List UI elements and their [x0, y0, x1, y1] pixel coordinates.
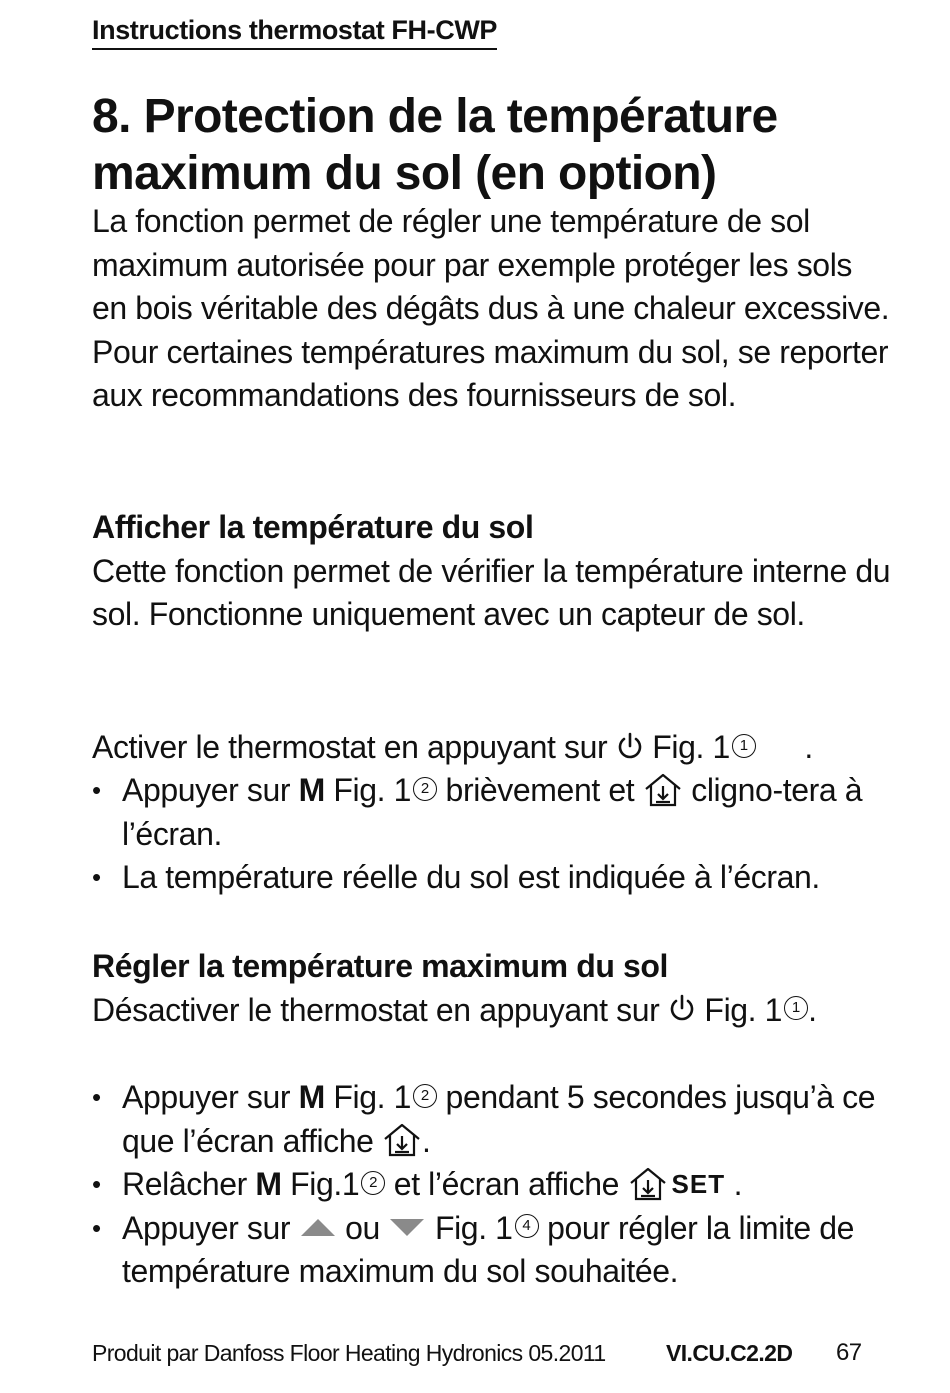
page-number: 67	[836, 1339, 862, 1366]
list-item: • Appuyer sur M Fig. 1 2 brièvement et cligno-tera à l’écran.	[92, 769, 892, 856]
document-code: VI.CU.C2.2D	[666, 1340, 793, 1366]
period: .	[804, 729, 813, 765]
activate-instruction	[92, 726, 892, 770]
producer-text: Produit par Danfoss Floor Heating Hydronics 05.2011	[92, 1340, 606, 1366]
section-heading: Régler la température maximum du sol	[92, 948, 669, 984]
marker-1: 1	[784, 996, 808, 1020]
set-display-text: SET	[671, 1169, 726, 1199]
show-steps-list	[92, 769, 892, 900]
power-icon	[616, 732, 644, 762]
document-header: Instructions thermostat FH-CWP	[92, 12, 497, 50]
fig-ref: Fig. 1	[652, 729, 730, 765]
floor-sensor-icon	[643, 772, 683, 808]
list-item: • La température réelle du sol est indiquée à l’écran.	[92, 856, 892, 900]
list-item: • Relâcher M Fig.1 2 et l’écran affiche $^{SET}$ .	[92, 1163, 892, 1207]
chapter-title: 8. Protection de la température maximum du sol (en option)	[92, 90, 778, 200]
m-key: M	[298, 1079, 325, 1115]
marker-2: 2	[361, 1171, 385, 1195]
up-arrow-icon	[299, 1216, 337, 1238]
activate-text: Activer le thermostat en appuyant sur	[92, 729, 608, 765]
floor-sensor-icon	[628, 1166, 668, 1202]
intro-text: La fonction permet de régler une température de sol maximum autorisée pour par exemple protéger les sols en bois véritable des dégâts dus à une chaleur excessive. Pour certaines températures maximum du sol, se reporter aux recommandations des fournisseurs de sol.	[92, 203, 890, 413]
section-body: Cette fonction permet de vérifier la température interne du sol. Fonctionne uniquement avec un capteur de sol.	[92, 552, 891, 632]
section-show-floor-temperature	[92, 506, 892, 637]
section-heading: Afficher la température du sol	[92, 509, 534, 545]
list-item: • Appuyer sur M Fig. 1 2 pendant 5 secondes jusqu’à ce que l’écran affiche .	[92, 1076, 892, 1163]
power-icon	[668, 994, 696, 1024]
section-set-max-temperature: Régler la température maximum du sol Désactiver le thermostat en appuyant sur Fig. 1 1 .	[92, 945, 892, 1032]
marker-4: 4	[515, 1214, 539, 1238]
m-key: M	[298, 772, 325, 808]
floor-sensor-icon	[382, 1122, 422, 1158]
marker-1: 1	[732, 734, 756, 758]
m-key: M	[255, 1166, 282, 1202]
intro-paragraph	[92, 200, 892, 418]
set-steps-list	[92, 1076, 892, 1294]
list-item: • Appuyer sur ou Fig. 1 4 pour régler la limite de température maximum du sol souhaitée.	[92, 1207, 892, 1294]
page-footer	[92, 1336, 882, 1370]
down-arrow-icon	[388, 1216, 426, 1238]
marker-2: 2	[413, 1084, 437, 1108]
marker-2: 2	[413, 777, 437, 801]
